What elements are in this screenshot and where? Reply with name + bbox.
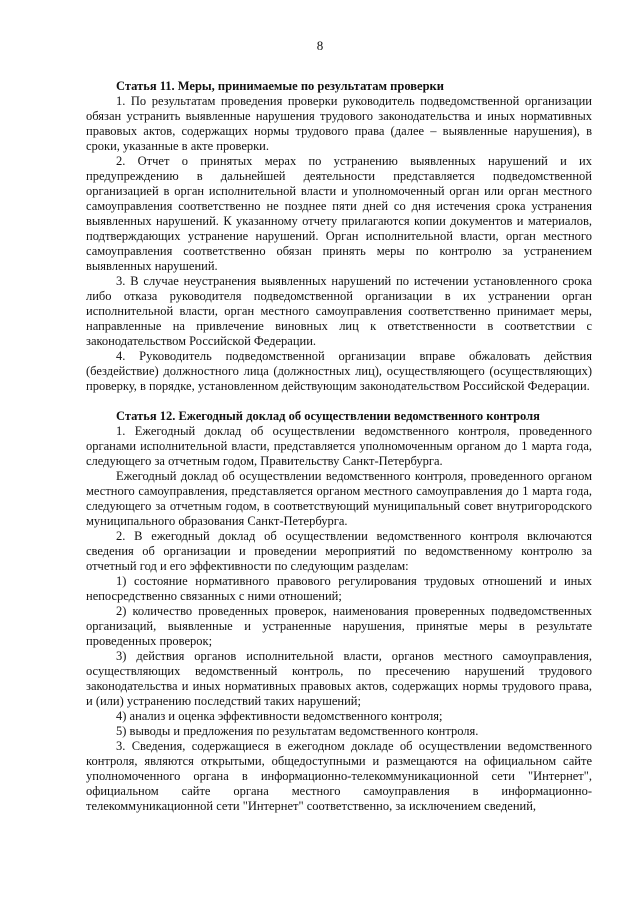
article-12-list-item-5: 5) выводы и предложения по результатам ведомственного контроля.: [116, 724, 479, 738]
article-12-list-item-4: 4) анализ и оценка эффективности ведомственного контроля;: [116, 709, 443, 723]
article-12-paragraph-1: 1. Ежегодный доклад об осуществлении ведомственного контроля, проведенного органами исполнительной власти, представляется уполномоченным органом до 1 марта года, следующего за отчетным годом, Правительству Санкт-Петербурга.: [86, 424, 592, 468]
article-12-paragraph-4: 3. Сведения, содержащиеся в ежегодном докладе об осуществлении ведомственного контроля, являются открытыми, общедоступными и размещаются на официальном сайте уполномоченного органа в информационно-телекоммуникационной сети "Интернет", официальном сайте органа местного самоуправления в информационно-телекоммуникационной сети "Интернет" соответственно, за исключением сведений,: [86, 739, 592, 813]
section-gap: [86, 394, 592, 409]
page-content: [86, 79, 592, 814]
article-11-paragraph-1: 1. По результатам проведения проверки руководитель подведомственной организации обязан устранить выявленные нарушения трудового законодательства и иных нормативных правовых актов, содержащих нормы трудового права (далее – выявленные нарушения), в сроки, указанные в акте проверки.: [86, 94, 592, 153]
article-11-title: Статья 11. Меры, принимаемые по результатам проверки: [116, 79, 444, 93]
article-12-list-item-3: 3) действия органов исполнительной власти, органов местного самоуправления, осуществляющих ведомственный контроль, по пресечению нарушений трудового законодательства и иных нормативных правовых актов, содержащих нормы трудового права, и (или) устранению последствий таких нарушений;: [86, 649, 592, 708]
article-12-list-item-1: 1) состояние нормативного правового регулирования трудовых отношений и иных непосредственно связанных с ними отношений;: [86, 574, 592, 603]
page-number: 8: [316, 38, 324, 53]
article-12-list-item-2: 2) количество проведенных проверок, наименования проверенных подведомственных организаций, выявленные и устраненные нарушения, принятые меры в результате проведенных проверок;: [86, 604, 592, 648]
article-11-paragraph-3: 3. В случае неустранения выявленных нарушений по истечении установленного срока либо отказа руководителя подведомственной организации в их устранении орган исполнительной власти, орган местного самоуправления соответственно принимает меры, направленные на привлечение виновных лиц к ответственности в соответствии с законодательством Российской Федерации.: [86, 274, 592, 348]
article-11-paragraph-2: 2. Отчет о принятых мерах по устранению выявленных нарушений и их предупреждению в дальнейшей деятельности представляется подведомственной организацией в орган исполнительной власти и уполномоченный орган или орган местного самоуправления соответственно не позднее пяти дней со дня истечения срока устранения выявленных нарушений. К указанному отчету прилагаются копии документов и материалов, подтверждающих устранение нарушений. Орган исполнительной власти, орган местного самоуправления соответственно обязан принять меры по контролю за устранением выявленных нарушений.: [86, 154, 592, 273]
article-12-title: Статья 12. Ежегодный доклад об осуществлении ведомственного контроля: [116, 409, 540, 423]
article-12-paragraph-2: Ежегодный доклад об осуществлении ведомственного контроля, проведенного органом местного самоуправления, представляется органом местного самоуправления до 1 марта года, следующего за отчетным годом, в соответствующий муниципальный совет внутригородского муниципального образования Санкт-Петербурга.: [86, 469, 592, 528]
article-11-paragraph-4: 4. Руководитель подведомственной организации вправе обжаловать действия (бездействие) должностного лица (должностных лиц), осуществляющего (осуществляющих) проверку, в порядке, установленном действующим законодательством Российской Федерации.: [86, 349, 592, 393]
article-12-paragraph-3: 2. В ежегодный доклад об осуществлении ведомственного контроля включаются сведения об организации и проведении мероприятий по ведомственному контролю за отчетный год и его эффективности по следующим разделам:: [86, 529, 592, 573]
